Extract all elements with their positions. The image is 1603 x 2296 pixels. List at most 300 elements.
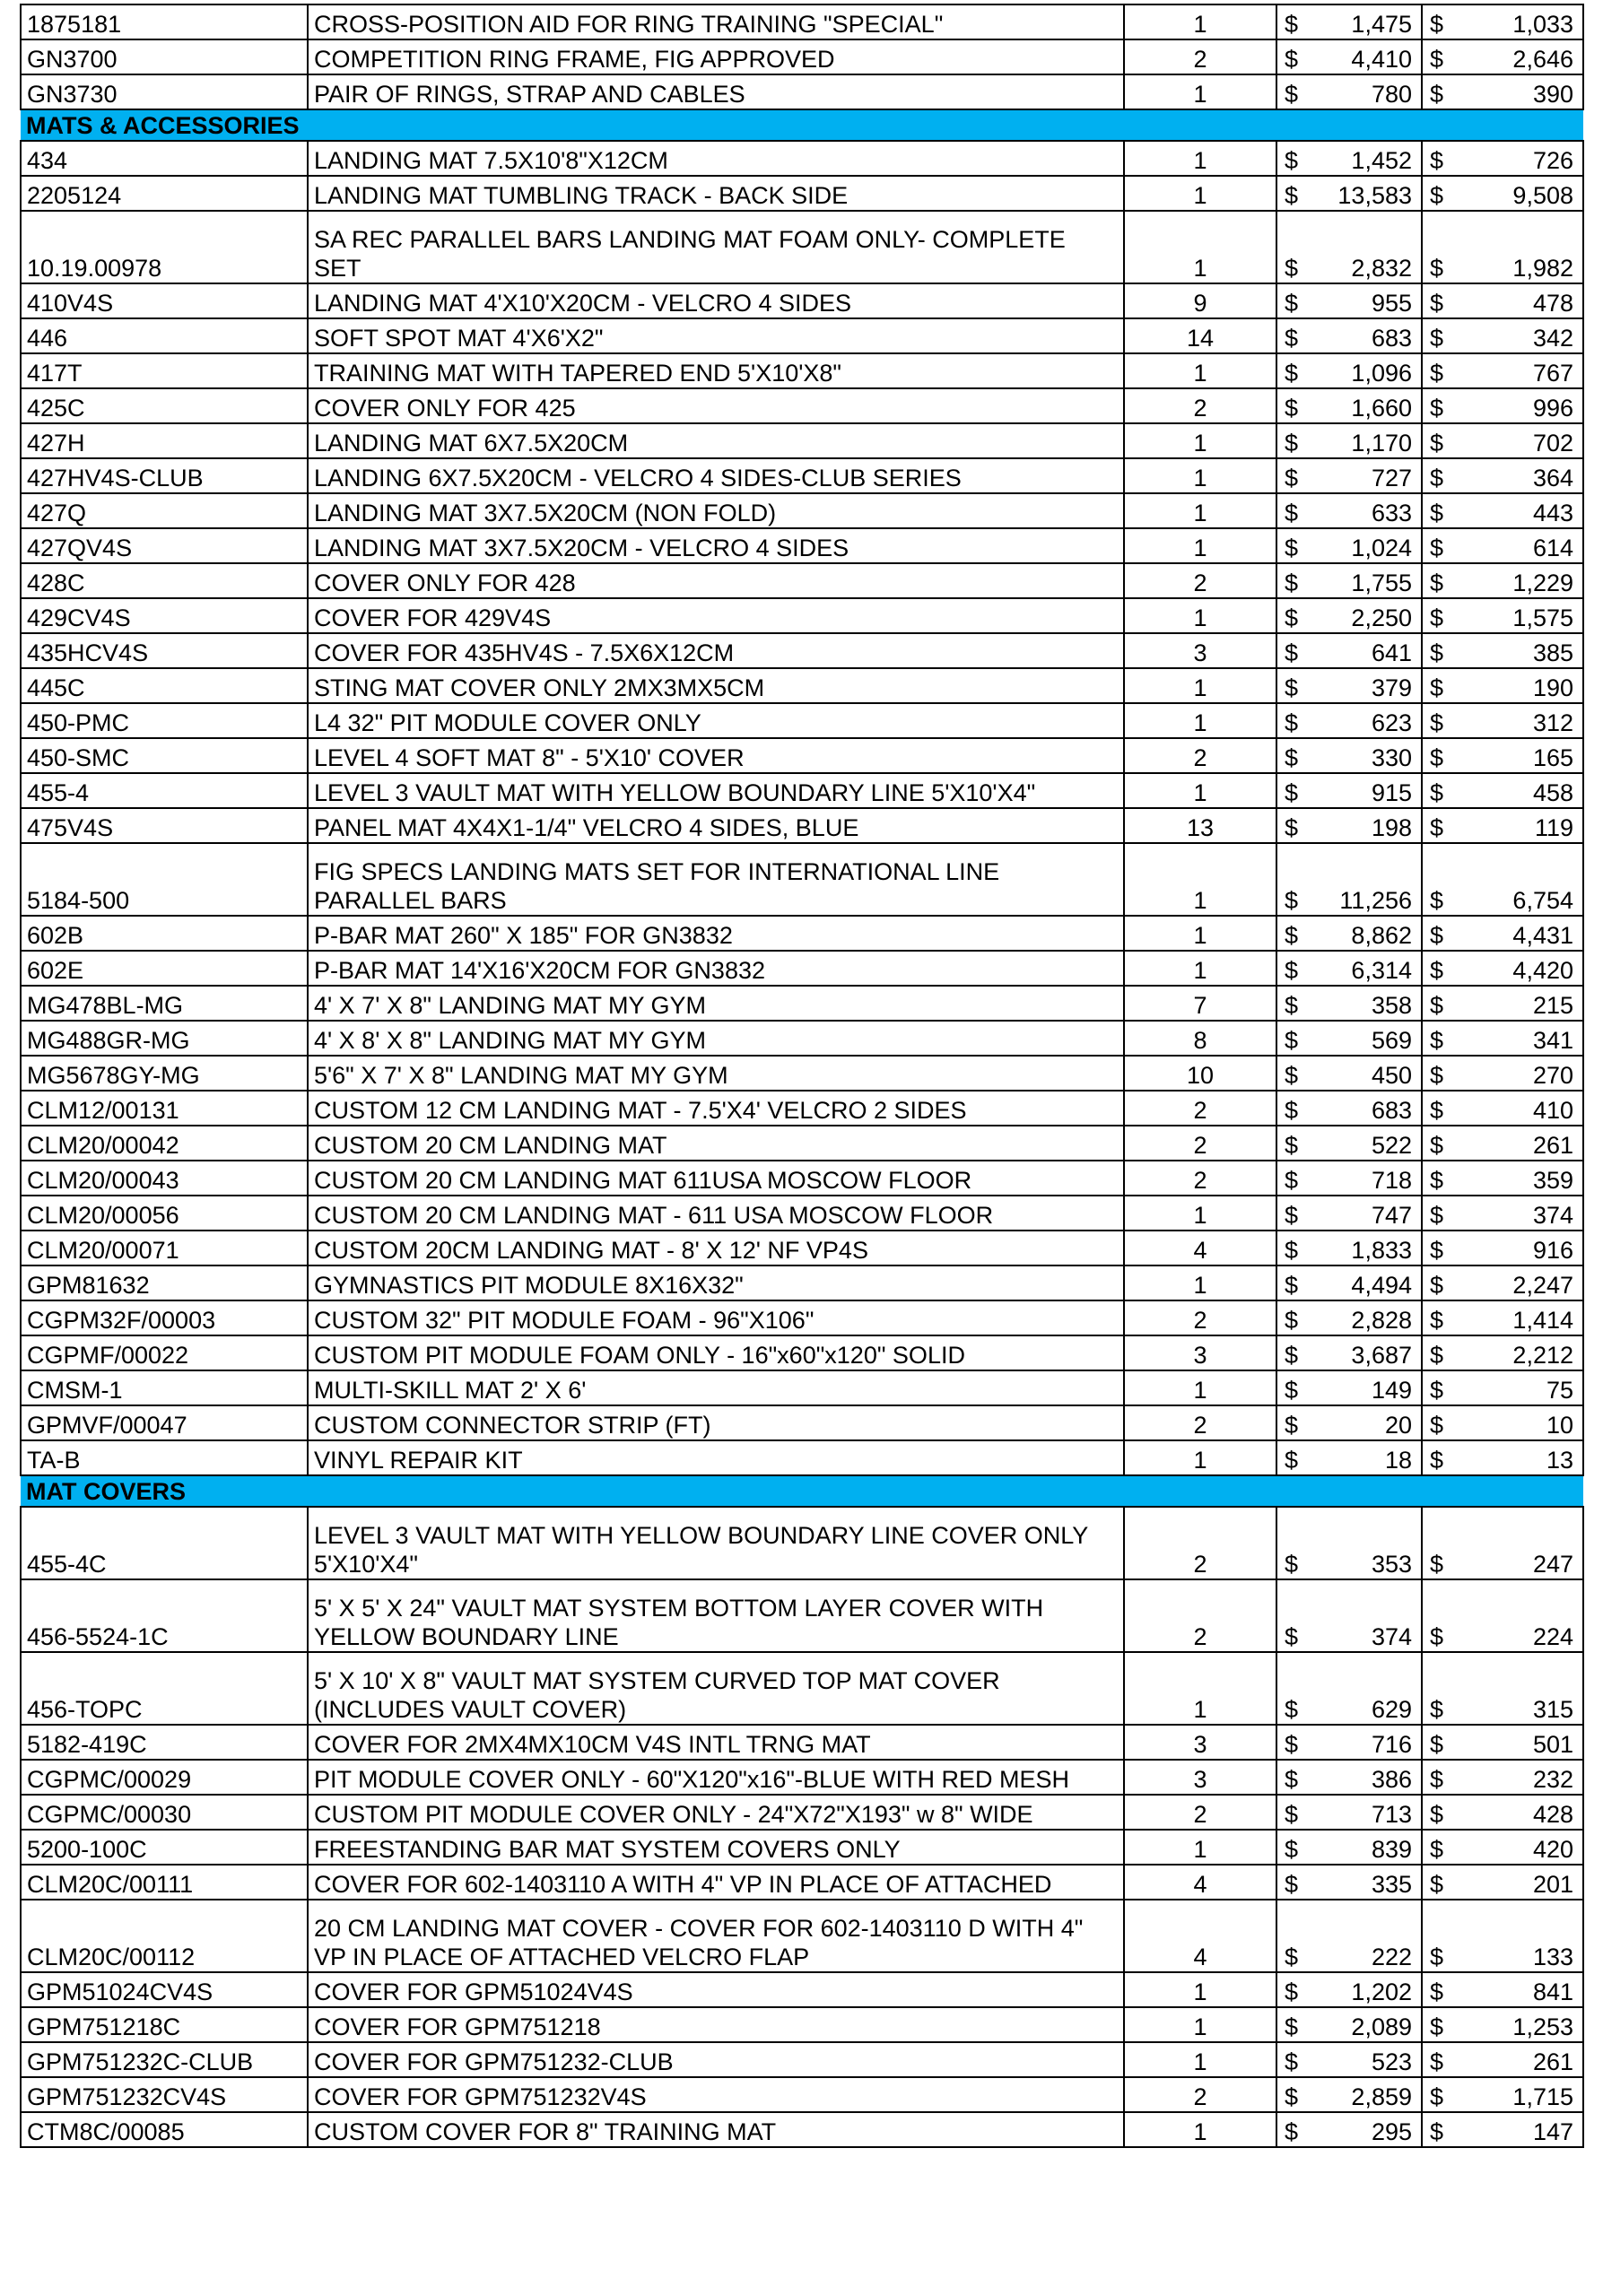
- quantity-cell: 1: [1124, 2007, 1276, 2042]
- quantity-cell: 1: [1124, 2112, 1276, 2147]
- item-code-cell: MG488GR-MG: [21, 1021, 308, 1056]
- item-code-cell: GN3700: [21, 39, 308, 74]
- description-cell: COVER FOR 429V4S: [308, 598, 1124, 633]
- quantity-cell: 1: [1124, 528, 1276, 563]
- price-currency-cell: $: [1276, 1370, 1327, 1405]
- sale-currency-cell: $: [1422, 353, 1472, 388]
- price-cell: 1,202: [1327, 1972, 1422, 2007]
- description-cell: CROSS-POSITION AID FOR RING TRAINING "SPECIAL": [308, 4, 1124, 39]
- price-currency-cell: $: [1276, 176, 1327, 211]
- sale-price-cell: 2,212: [1472, 1335, 1583, 1370]
- description-cell: CUSTOM 20 CM LANDING MAT: [308, 1126, 1124, 1161]
- table-row: [21, 668, 1583, 703]
- sale-currency-cell: $: [1422, 1579, 1472, 1652]
- table-row: [21, 808, 1583, 843]
- description-cell: GYMNASTICS PIT MODULE 8X16X32": [308, 1265, 1124, 1300]
- price-cell: 8,862: [1327, 916, 1422, 951]
- quantity-cell: 10: [1124, 1056, 1276, 1091]
- table-row: [21, 388, 1583, 423]
- price-cell: 915: [1327, 773, 1422, 808]
- quantity-cell: 2: [1124, 1161, 1276, 1196]
- price-currency-cell: $: [1276, 74, 1327, 109]
- price-cell: 727: [1327, 458, 1422, 493]
- sale-currency-cell: $: [1422, 1231, 1472, 1265]
- table-row: [21, 1795, 1583, 1830]
- price-cell: 569: [1327, 1021, 1422, 1056]
- description-cell: CUSTOM 32" PIT MODULE FOAM - 96"X106": [308, 1300, 1124, 1335]
- item-code-cell: 5182-419C: [21, 1725, 308, 1760]
- price-currency-cell: $: [1276, 353, 1327, 388]
- item-code-cell: 1875181: [21, 4, 308, 39]
- price-cell: 716: [1327, 1725, 1422, 1760]
- price-currency-cell: $: [1276, 668, 1327, 703]
- table-row: [21, 1021, 1583, 1056]
- table-row: [21, 563, 1583, 598]
- quantity-cell: 2: [1124, 738, 1276, 773]
- sale-currency-cell: $: [1422, 2042, 1472, 2077]
- sale-currency-cell: $: [1422, 738, 1472, 773]
- price-currency-cell: $: [1276, 283, 1327, 318]
- item-code-cell: 455-4C: [21, 1507, 308, 1579]
- price-currency-cell: $: [1276, 1900, 1327, 1972]
- sale-price-cell: 614: [1472, 528, 1583, 563]
- item-code-cell: GPM751232C-CLUB: [21, 2042, 308, 2077]
- item-code-cell: CMSM-1: [21, 1370, 308, 1405]
- price-currency-cell: $: [1276, 808, 1327, 843]
- sale-currency-cell: $: [1422, 39, 1472, 74]
- price-currency-cell: $: [1276, 458, 1327, 493]
- sale-currency-cell: $: [1422, 1161, 1472, 1196]
- price-currency-cell: $: [1276, 1126, 1327, 1161]
- price-cell: 2,828: [1327, 1300, 1422, 1335]
- table-row: [21, 843, 1583, 916]
- description-cell: CUSTOM 20 CM LANDING MAT 611USA MOSCOW FLOOR: [308, 1161, 1124, 1196]
- sale-currency-cell: $: [1422, 1830, 1472, 1865]
- description-cell: P-BAR MAT 14'X16'X20CM FOR GN3832: [308, 951, 1124, 986]
- price-cell: 629: [1327, 1652, 1422, 1725]
- table-row: [21, 74, 1583, 109]
- sale-price-cell: 190: [1472, 668, 1583, 703]
- sale-price-cell: 996: [1472, 388, 1583, 423]
- section-header-row: [21, 1475, 1583, 1507]
- sale-currency-cell: $: [1422, 1900, 1472, 1972]
- sale-price-cell: 1,982: [1472, 211, 1583, 283]
- sale-currency-cell: $: [1422, 1865, 1472, 1900]
- price-currency-cell: $: [1276, 1507, 1327, 1579]
- quantity-cell: 2: [1124, 2077, 1276, 2112]
- price-currency-cell: $: [1276, 1972, 1327, 2007]
- sale-price-cell: 6,754: [1472, 843, 1583, 916]
- price-cell: 2,250: [1327, 598, 1422, 633]
- sale-price-cell: 9,508: [1472, 176, 1583, 211]
- price-cell: 522: [1327, 1126, 1422, 1161]
- price-cell: 20: [1327, 1405, 1422, 1440]
- sale-price-cell: 201: [1472, 1865, 1583, 1900]
- item-code-cell: CLM12/00131: [21, 1091, 308, 1126]
- table-row: [21, 2077, 1583, 2112]
- sale-currency-cell: $: [1422, 1056, 1472, 1091]
- description-cell: CUSTOM PIT MODULE COVER ONLY - 24"X72"X193" w 8" WIDE: [308, 1795, 1124, 1830]
- sale-price-cell: 410: [1472, 1091, 1583, 1126]
- price-currency-cell: $: [1276, 2112, 1327, 2147]
- sale-price-cell: 420: [1472, 1830, 1583, 1865]
- item-code-cell: CGPM32F/00003: [21, 1300, 308, 1335]
- price-cell: 1,170: [1327, 423, 1422, 458]
- quantity-cell: 4: [1124, 1865, 1276, 1900]
- table-row: [21, 633, 1583, 668]
- price-currency-cell: $: [1276, 1161, 1327, 1196]
- item-code-cell: GPMVF/00047: [21, 1405, 308, 1440]
- quantity-cell: 1: [1124, 458, 1276, 493]
- sale-price-cell: 261: [1472, 1126, 1583, 1161]
- price-cell: 623: [1327, 703, 1422, 738]
- quantity-cell: 2: [1124, 1795, 1276, 1830]
- item-code-cell: 428C: [21, 563, 308, 598]
- sale-currency-cell: $: [1422, 528, 1472, 563]
- description-cell: CUSTOM PIT MODULE FOAM ONLY - 16"x60"x120" SOLID: [308, 1335, 1124, 1370]
- table-row: [21, 1405, 1583, 1440]
- sale-price-cell: 443: [1472, 493, 1583, 528]
- item-code-cell: 427QV4S: [21, 528, 308, 563]
- table-row: [21, 738, 1583, 773]
- price-cell: 335: [1327, 1865, 1422, 1900]
- price-currency-cell: $: [1276, 423, 1327, 458]
- price-cell: 149: [1327, 1370, 1422, 1405]
- item-code-cell: 434: [21, 141, 308, 176]
- table-row: [21, 211, 1583, 283]
- price-cell: 780: [1327, 74, 1422, 109]
- quantity-cell: 1: [1124, 773, 1276, 808]
- price-cell: 198: [1327, 808, 1422, 843]
- price-currency-cell: $: [1276, 1865, 1327, 1900]
- section-header-row: [21, 109, 1583, 141]
- price-cell: 379: [1327, 668, 1422, 703]
- quantity-cell: 1: [1124, 141, 1276, 176]
- sale-price-cell: 4,420: [1472, 951, 1583, 986]
- sale-currency-cell: $: [1422, 633, 1472, 668]
- price-currency-cell: $: [1276, 1760, 1327, 1795]
- price-cell: 1,833: [1327, 1231, 1422, 1265]
- description-cell: 5'6" X 7' X 8" LANDING MAT MY GYM: [308, 1056, 1124, 1091]
- description-cell: LANDING MAT 4'X10'X20CM - VELCRO 4 SIDES: [308, 283, 1124, 318]
- quantity-cell: 4: [1124, 1231, 1276, 1265]
- price-cell: 718: [1327, 1161, 1422, 1196]
- sale-currency-cell: $: [1422, 1795, 1472, 1830]
- sale-currency-cell: $: [1422, 211, 1472, 283]
- sale-currency-cell: $: [1422, 1725, 1472, 1760]
- description-cell: COVER ONLY FOR 428: [308, 563, 1124, 598]
- description-cell: 5' X 5' X 24" VAULT MAT SYSTEM BOTTOM LAYER COVER WITH YELLOW BOUNDARY LINE: [308, 1579, 1124, 1652]
- item-code-cell: 446: [21, 318, 308, 353]
- quantity-cell: 1: [1124, 668, 1276, 703]
- table-row: [21, 1652, 1583, 1725]
- description-cell: PIT MODULE COVER ONLY - 60"X120"x16"-BLUE WITH RED MESH: [308, 1760, 1124, 1795]
- sale-price-cell: 315: [1472, 1652, 1583, 1725]
- description-cell: CUSTOM COVER FOR 8" TRAINING MAT: [308, 2112, 1124, 2147]
- table-row: [21, 458, 1583, 493]
- price-currency-cell: $: [1276, 39, 1327, 74]
- price-cell: 3,687: [1327, 1335, 1422, 1370]
- sale-price-cell: 726: [1472, 141, 1583, 176]
- sale-currency-cell: $: [1422, 1760, 1472, 1795]
- sale-currency-cell: $: [1422, 1972, 1472, 2007]
- sale-price-cell: 232: [1472, 1760, 1583, 1795]
- price-cell: 1,024: [1327, 528, 1422, 563]
- table-row: [21, 528, 1583, 563]
- description-cell: PAIR OF RINGS, STRAP AND CABLES: [308, 74, 1124, 109]
- price-currency-cell: $: [1276, 1196, 1327, 1231]
- price-cell: 2,832: [1327, 211, 1422, 283]
- price-currency-cell: $: [1276, 1300, 1327, 1335]
- sale-currency-cell: $: [1422, 283, 1472, 318]
- price-currency-cell: $: [1276, 1056, 1327, 1091]
- price-cell: 450: [1327, 1056, 1422, 1091]
- sale-price-cell: 4,431: [1472, 916, 1583, 951]
- item-code-cell: 450-SMC: [21, 738, 308, 773]
- sale-price-cell: 916: [1472, 1231, 1583, 1265]
- sale-price-cell: 165: [1472, 738, 1583, 773]
- quantity-cell: 1: [1124, 74, 1276, 109]
- item-code-cell: MG5678GY-MG: [21, 1056, 308, 1091]
- table-row: [21, 1760, 1583, 1795]
- item-code-cell: 425C: [21, 388, 308, 423]
- sale-price-cell: 501: [1472, 1725, 1583, 1760]
- sale-price-cell: 478: [1472, 283, 1583, 318]
- sale-price-cell: 312: [1472, 703, 1583, 738]
- sale-currency-cell: $: [1422, 1335, 1472, 1370]
- description-cell: COVER FOR GPM51024V4S: [308, 1972, 1124, 2007]
- quantity-cell: 1: [1124, 1196, 1276, 1231]
- table-row: [21, 141, 1583, 176]
- quantity-cell: 2: [1124, 1405, 1276, 1440]
- quantity-cell: 2: [1124, 1091, 1276, 1126]
- price-cell: 2,089: [1327, 2007, 1422, 2042]
- sale-currency-cell: $: [1422, 1091, 1472, 1126]
- description-cell: SA REC PARALLEL BARS LANDING MAT FOAM ONLY- COMPLETE SET: [308, 211, 1124, 283]
- item-code-cell: CLM20C/00111: [21, 1865, 308, 1900]
- sale-currency-cell: $: [1422, 1265, 1472, 1300]
- price-cell: 1,475: [1327, 4, 1422, 39]
- sale-price-cell: 385: [1472, 633, 1583, 668]
- price-currency-cell: $: [1276, 843, 1327, 916]
- price-cell: 330: [1327, 738, 1422, 773]
- quantity-cell: 1: [1124, 423, 1276, 458]
- table-row: [21, 1300, 1583, 1335]
- table-row: [21, 1091, 1583, 1126]
- price-cell: 523: [1327, 2042, 1422, 2077]
- table-row: [21, 1865, 1583, 1900]
- quantity-cell: 8: [1124, 1021, 1276, 1056]
- table-row: [21, 1056, 1583, 1091]
- sale-currency-cell: $: [1422, 951, 1472, 986]
- sale-currency-cell: $: [1422, 598, 1472, 633]
- sale-price-cell: 2,646: [1472, 39, 1583, 74]
- sale-price-cell: 359: [1472, 1161, 1583, 1196]
- price-currency-cell: $: [1276, 1335, 1327, 1370]
- price-currency-cell: $: [1276, 773, 1327, 808]
- quantity-cell: 1: [1124, 176, 1276, 211]
- price-cell: 13,583: [1327, 176, 1422, 211]
- sale-currency-cell: $: [1422, 2007, 1472, 2042]
- price-currency-cell: $: [1276, 1795, 1327, 1830]
- sale-price-cell: 215: [1472, 986, 1583, 1021]
- sale-currency-cell: $: [1422, 1507, 1472, 1579]
- item-code-cell: 602B: [21, 916, 308, 951]
- sale-price-cell: 10: [1472, 1405, 1583, 1440]
- sale-price-cell: 1,033: [1472, 4, 1583, 39]
- price-currency-cell: $: [1276, 1652, 1327, 1725]
- table-row: [21, 1900, 1583, 1972]
- table-row: [21, 1335, 1583, 1370]
- price-currency-cell: $: [1276, 4, 1327, 39]
- sale-currency-cell: $: [1422, 1440, 1472, 1475]
- sale-price-cell: 841: [1472, 1972, 1583, 2007]
- price-currency-cell: $: [1276, 141, 1327, 176]
- quantity-cell: 1: [1124, 211, 1276, 283]
- table-row: [21, 1161, 1583, 1196]
- quantity-cell: 3: [1124, 1335, 1276, 1370]
- sale-price-cell: 261: [1472, 2042, 1583, 2077]
- price-currency-cell: $: [1276, 598, 1327, 633]
- sale-price-cell: 224: [1472, 1579, 1583, 1652]
- quantity-cell: 1: [1124, 4, 1276, 39]
- sale-price-cell: 13: [1472, 1440, 1583, 1475]
- table-row: [21, 2007, 1583, 2042]
- sale-currency-cell: $: [1422, 1370, 1472, 1405]
- price-cell: 641: [1327, 633, 1422, 668]
- item-code-cell: CLM20/00056: [21, 1196, 308, 1231]
- sale-price-cell: 390: [1472, 74, 1583, 109]
- price-currency-cell: $: [1276, 633, 1327, 668]
- quantity-cell: 3: [1124, 1725, 1276, 1760]
- price-currency-cell: $: [1276, 738, 1327, 773]
- price-currency-cell: $: [1276, 1265, 1327, 1300]
- table-row: [21, 1196, 1583, 1231]
- table-row: [21, 318, 1583, 353]
- quantity-cell: 1: [1124, 1370, 1276, 1405]
- quantity-cell: 1: [1124, 1265, 1276, 1300]
- description-cell: COMPETITION RING FRAME, FIG APPROVED: [308, 39, 1124, 74]
- sale-currency-cell: $: [1422, 1021, 1472, 1056]
- sale-currency-cell: $: [1422, 423, 1472, 458]
- description-cell: COVER FOR 602-1403110 A WITH 4" VP IN PLACE OF ATTACHED: [308, 1865, 1124, 1900]
- price-currency-cell: $: [1276, 2077, 1327, 2112]
- quantity-cell: 3: [1124, 633, 1276, 668]
- item-code-cell: 450-PMC: [21, 703, 308, 738]
- sale-currency-cell: $: [1422, 1126, 1472, 1161]
- description-cell: COVER FOR GPM751232V4S: [308, 2077, 1124, 2112]
- quantity-cell: 1: [1124, 843, 1276, 916]
- item-code-cell: 417T: [21, 353, 308, 388]
- price-cell: 18: [1327, 1440, 1422, 1475]
- quantity-cell: 1: [1124, 1440, 1276, 1475]
- description-cell: LANDING 6X7.5X20CM - VELCRO 4 SIDES-CLUB SERIES: [308, 458, 1124, 493]
- quantity-cell: 2: [1124, 39, 1276, 74]
- sale-price-cell: 374: [1472, 1196, 1583, 1231]
- sale-currency-cell: $: [1422, 843, 1472, 916]
- table-row: [21, 1265, 1583, 1300]
- inventory-price-table: [20, 4, 1584, 2148]
- sale-price-cell: 1,575: [1472, 598, 1583, 633]
- description-cell: LANDING MAT 3X7.5X20CM - VELCRO 4 SIDES: [308, 528, 1124, 563]
- quantity-cell: 1: [1124, 1652, 1276, 1725]
- description-cell: 4' X 7' X 8" LANDING MAT MY GYM: [308, 986, 1124, 1021]
- item-code-cell: CLM20/00071: [21, 1231, 308, 1265]
- table-row: [21, 703, 1583, 738]
- table-row: [21, 283, 1583, 318]
- price-currency-cell: $: [1276, 703, 1327, 738]
- description-cell: TRAINING MAT WITH TAPERED END 5'X10'X8": [308, 353, 1124, 388]
- item-code-cell: 427HV4S-CLUB: [21, 458, 308, 493]
- price-currency-cell: $: [1276, 986, 1327, 1021]
- description-cell: COVER FOR 2MX4MX10CM V4S INTL TRNG MAT: [308, 1725, 1124, 1760]
- table-row: [21, 4, 1583, 39]
- description-cell: 20 CM LANDING MAT COVER - COVER FOR 602-1403110 D WITH 4" VP IN PLACE OF ATTACHED VELCRO FLAP: [308, 1900, 1124, 1972]
- price-cell: 633: [1327, 493, 1422, 528]
- item-code-cell: GPM51024CV4S: [21, 1972, 308, 2007]
- description-cell: COVER FOR GPM751218: [308, 2007, 1124, 2042]
- sale-price-cell: 767: [1472, 353, 1583, 388]
- price-currency-cell: $: [1276, 388, 1327, 423]
- sale-price-cell: 1,715: [1472, 2077, 1583, 2112]
- description-cell: FIG SPECS LANDING MATS SET FOR INTERNATIONAL LINE PARALLEL BARS: [308, 843, 1124, 916]
- sale-currency-cell: $: [1422, 916, 1472, 951]
- sale-currency-cell: $: [1422, 74, 1472, 109]
- item-code-cell: 456-TOPC: [21, 1652, 308, 1725]
- item-code-cell: CTM8C/00085: [21, 2112, 308, 2147]
- item-code-cell: 475V4S: [21, 808, 308, 843]
- item-code-cell: GPM81632: [21, 1265, 308, 1300]
- section-title: MAT COVERS: [21, 1475, 1583, 1507]
- description-cell: LANDING MAT 3X7.5X20CM (NON FOLD): [308, 493, 1124, 528]
- sale-price-cell: 75: [1472, 1370, 1583, 1405]
- item-code-cell: GPM751218C: [21, 2007, 308, 2042]
- table-row: [21, 986, 1583, 1021]
- table-row: [21, 1370, 1583, 1405]
- sale-currency-cell: $: [1422, 1196, 1472, 1231]
- item-code-cell: 5200-100C: [21, 1830, 308, 1865]
- price-cell: 1,096: [1327, 353, 1422, 388]
- description-cell: FREESTANDING BAR MAT SYSTEM COVERS ONLY: [308, 1830, 1124, 1865]
- quantity-cell: 4: [1124, 1900, 1276, 1972]
- price-currency-cell: $: [1276, 528, 1327, 563]
- table-row: [21, 493, 1583, 528]
- table-row: [21, 951, 1583, 986]
- price-currency-cell: $: [1276, 1579, 1327, 1652]
- description-cell: LEVEL 3 VAULT MAT WITH YELLOW BOUNDARY LINE 5'X10'X4": [308, 773, 1124, 808]
- quantity-cell: 1: [1124, 951, 1276, 986]
- quantity-cell: 1: [1124, 598, 1276, 633]
- sale-price-cell: 147: [1472, 2112, 1583, 2147]
- price-currency-cell: $: [1276, 1830, 1327, 1865]
- price-cell: 6,314: [1327, 951, 1422, 986]
- item-code-cell: 602E: [21, 951, 308, 986]
- price-currency-cell: $: [1276, 211, 1327, 283]
- sale-price-cell: 247: [1472, 1507, 1583, 1579]
- section-title: MATS & ACCESSORIES: [21, 109, 1583, 141]
- sale-currency-cell: $: [1422, 1405, 1472, 1440]
- sale-price-cell: 364: [1472, 458, 1583, 493]
- item-code-cell: 5184-500: [21, 843, 308, 916]
- item-code-cell: CLM20/00043: [21, 1161, 308, 1196]
- description-cell: LEVEL 3 VAULT MAT WITH YELLOW BOUNDARY LINE COVER ONLY 5'X10'X4": [308, 1507, 1124, 1579]
- table-body: [21, 4, 1583, 2147]
- sale-currency-cell: $: [1422, 2112, 1472, 2147]
- price-cell: 4,494: [1327, 1265, 1422, 1300]
- sale-price-cell: 341: [1472, 1021, 1583, 1056]
- sale-currency-cell: $: [1422, 388, 1472, 423]
- quantity-cell: 1: [1124, 353, 1276, 388]
